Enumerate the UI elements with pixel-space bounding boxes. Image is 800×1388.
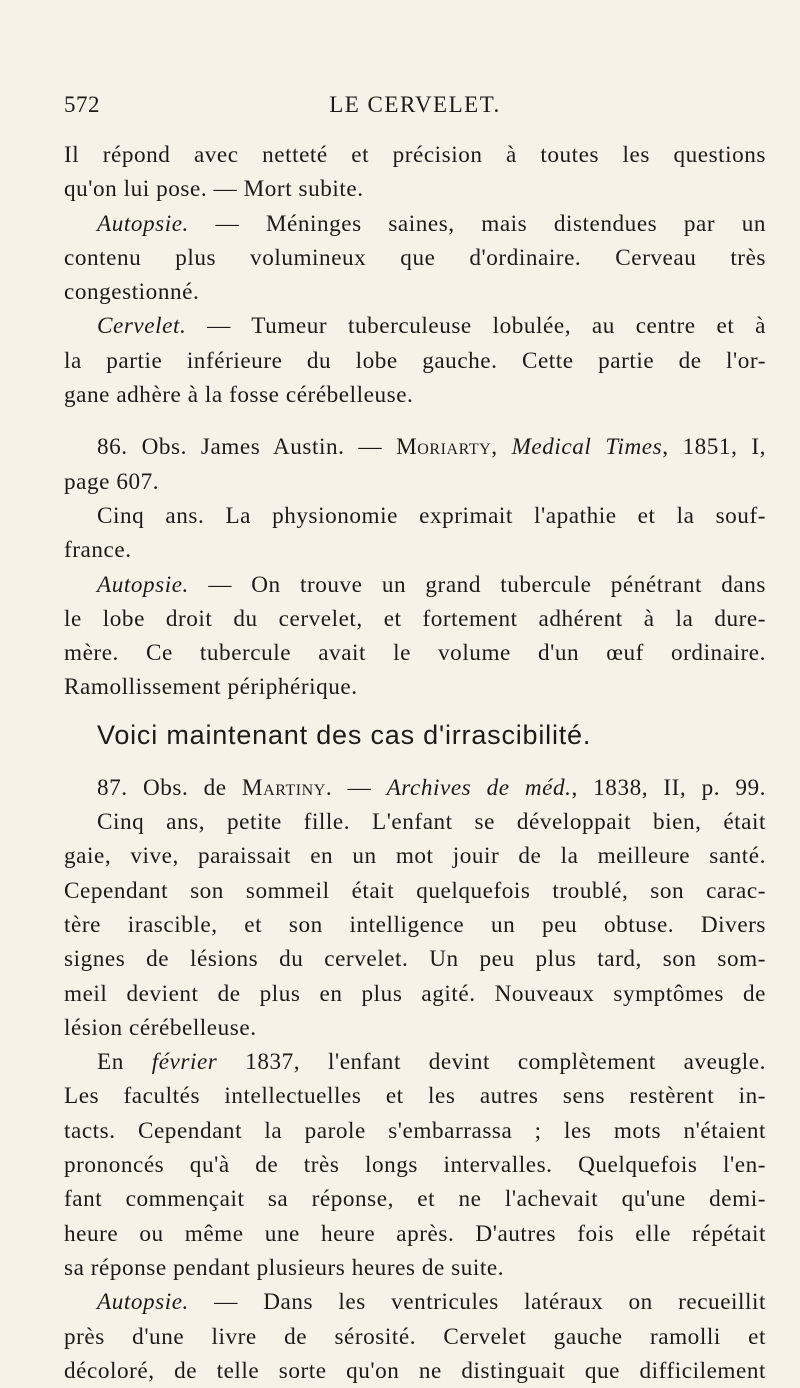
autopsie-label: Autopsie. — [97, 1289, 189, 1316]
text-line: heure ou même une heure après. D'autres fois elle répétait — [64, 1220, 766, 1247]
text-line: tacts. Cependant la parole s'embarrassa ; les mots n'étaient — [64, 1117, 766, 1144]
paragraph-gap — [64, 412, 766, 430]
text-line: décoloré, de telle sorte qu'on ne distinguait que difficilement — [64, 1357, 766, 1384]
text-line: signes de lésions du cervelet. Un peu plus tard, son som- — [64, 946, 766, 973]
month-italic: février — [151, 1049, 218, 1076]
text-line: fant commençait sa réponse, et ne l'achevait qu'une demi- — [64, 1186, 766, 1213]
text-line: Cinq ans. La physionomie exprimait l'apathie et la souf- — [97, 502, 766, 529]
author-name: Moriarty — [396, 434, 492, 461]
text-line: Il répond avec netteté et précision à toutes les questions — [64, 142, 766, 168]
text-line: congestionné. — [64, 279, 200, 306]
cervelet-label: Cervelet. — [97, 313, 187, 340]
text-line: meil devient de plus en plus agité. Nouveaux symptômes de — [64, 980, 766, 1007]
text-line: gane adhère à la fosse cérébelleuse. — [64, 382, 414, 409]
text-line: lésion cérébelleuse. — [64, 1014, 257, 1041]
running-head — [64, 92, 766, 122]
text-line: mère. Ce tubercule avait le volume d'un œuf ordinaire. — [64, 640, 766, 667]
text-line: tère irascible, et son intelligence un peu obtuse. Divers — [64, 911, 766, 938]
text-line: gaie, vive, paraissait en un mot jouir de la meilleure santé. — [64, 843, 766, 870]
text-line: page 607. — [64, 468, 160, 495]
text-line: le lobe droit du cervelet, et fortement adhérent à la dure- — [64, 605, 766, 632]
text-line: Autopsie. — On trouve un grand tubercule pénétrant dans — [97, 571, 766, 598]
text-line: france. — [64, 537, 132, 564]
text-line: Cinq ans, petite fille. L'enfant se développait bien, était — [97, 809, 766, 836]
text-line: Autopsie. — Dans les ventricules latéraux on recueillit — [97, 1289, 766, 1316]
running-title: LE CERVELET. — [329, 92, 501, 117]
page-number: 572 — [64, 92, 100, 117]
case-86-citation: 86. Obs. James Austin. — Moriarty, Medical Times, 1851, I, — [97, 434, 766, 461]
text-line: contenu plus volumineux que d'ordinaire. Cerveau très — [64, 244, 766, 271]
text-line: prononcés qu'à de très longs intervalles. Quelquefois l'en- — [64, 1152, 766, 1179]
autopsie-label: Autopsie. — [97, 210, 189, 237]
text-line: Les facultés intellectuelles et les autres sens restèrent in- — [64, 1083, 766, 1110]
text-line: près d'une livre de sérosité. Cervelet gauche ramolli et — [64, 1323, 766, 1350]
text-line: qu'on lui pose. — Mort subite. — [64, 176, 364, 203]
text-line: Ramollissement périphérique. — [64, 674, 358, 701]
text-line: la partie inférieure du lobe gauche. Cette partie de l'or- — [64, 347, 766, 374]
section-heading: Voici maintenant des cas d'irrascibilité. — [97, 719, 592, 750]
body-text — [64, 138, 766, 1388]
author-name: Martiny — [241, 774, 326, 801]
text-line: Cependant son sommeil était quelquefois troublé, son carac- — [64, 877, 766, 904]
journal-title: Medical Times — [511, 434, 663, 461]
text-line: Autopsie. — Méninges saines, mais distendues par un — [97, 210, 766, 237]
text-line: Cervelet. — Tumeur tuberculeuse lobulée, au centre et à — [97, 313, 766, 340]
text-line: En février 1837, l'enfant devint complètement aveugle. — [97, 1049, 766, 1076]
autopsie-label: Autopsie. — [97, 571, 189, 598]
journal-title: Archives de méd. — [386, 774, 572, 801]
text-line: sa réponse pendant plusieurs heures de suite. — [64, 1254, 505, 1281]
case-87-citation: 87. Obs. de Martiny. — Archives de méd., 1838, II, p. 99. — [97, 774, 767, 801]
